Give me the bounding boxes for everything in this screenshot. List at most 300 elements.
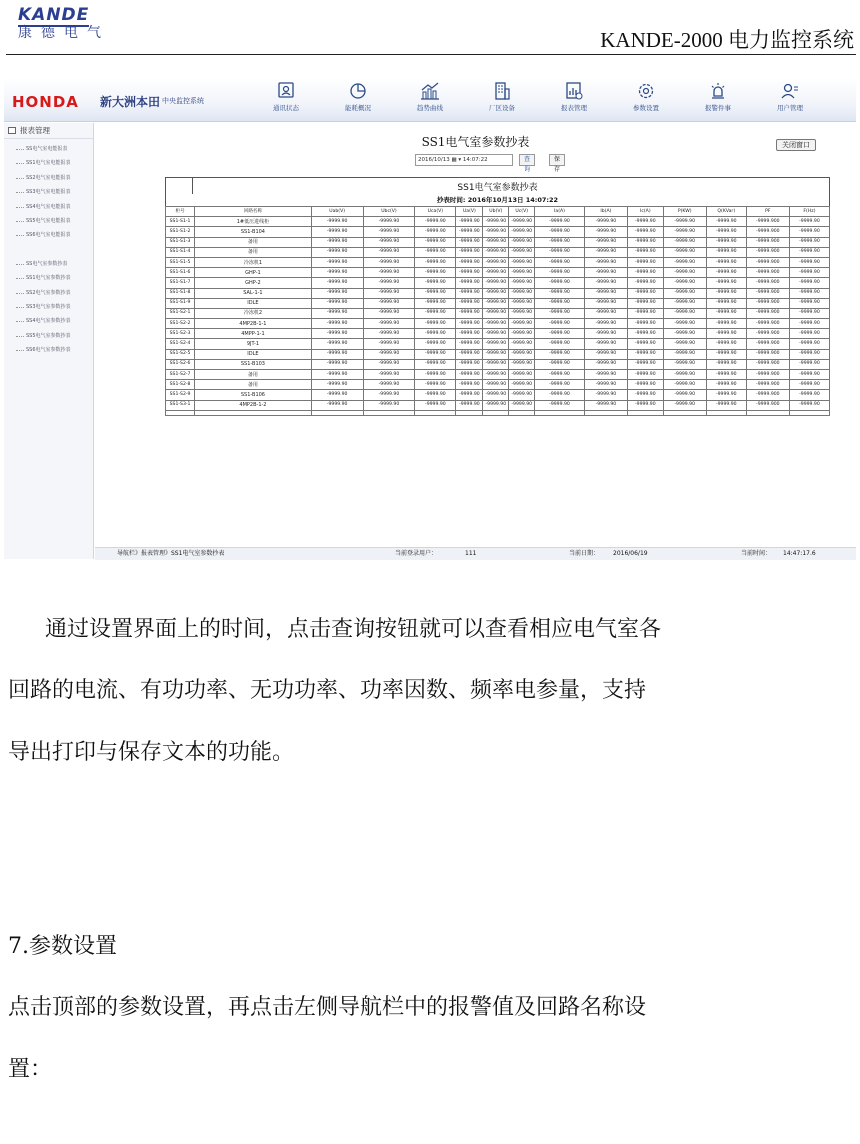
cabinet-id-cell: SS1-S1-1 xyxy=(166,217,195,227)
value-cell: -9999.90 xyxy=(363,390,415,400)
empty-cell xyxy=(789,410,829,415)
circuit-name-cell: SS1-B103 xyxy=(195,359,312,369)
value-cell: -9999.90 xyxy=(415,288,456,298)
value-cell: -9999.90 xyxy=(789,308,829,318)
value-cell: -9999.900 xyxy=(746,319,789,329)
value-cell: -9999.90 xyxy=(663,247,706,257)
cabinet-id-cell: SS1-S1-9 xyxy=(166,298,195,308)
value-cell: -9999.90 xyxy=(483,278,509,288)
value-cell: -9999.90 xyxy=(628,217,664,227)
value-cell: -9999.90 xyxy=(789,349,829,359)
cabinet-id-cell: SS1-S1-3 xyxy=(166,237,195,247)
sidebar-item[interactable]: SS4电气室参数抄表 xyxy=(12,314,93,328)
column-header: Ic(A) xyxy=(628,207,664,217)
body-paragraph-line: 通过设置界面上的时间，点击查询按钮就可以查看相应电气室各 xyxy=(45,617,662,642)
alarm-icon xyxy=(708,81,728,101)
value-cell: -9999.90 xyxy=(509,298,535,308)
section-heading: 7.参数设置 xyxy=(8,934,117,959)
value-cell: -9999.90 xyxy=(663,329,706,339)
value-cell: -9999.90 xyxy=(311,370,363,380)
sidebar-item[interactable]: SS6电气室电能报表 xyxy=(12,228,93,242)
sidebar-item[interactable]: SS电气室参数抄表 xyxy=(12,257,93,271)
value-cell: -9999.90 xyxy=(535,390,585,400)
value-cell: -9999.90 xyxy=(509,247,535,257)
table-row xyxy=(166,298,830,308)
value-cell: -9999.900 xyxy=(746,308,789,318)
value-cell: -9999.90 xyxy=(509,237,535,247)
value-cell: -9999.90 xyxy=(483,339,509,349)
value-cell: -9999.90 xyxy=(584,339,627,349)
nav-comm-status[interactable] xyxy=(256,81,316,121)
empty-cell xyxy=(415,410,456,415)
empty-cell xyxy=(311,410,363,415)
value-cell: -9999.90 xyxy=(789,390,829,400)
value-cell: -9999.90 xyxy=(584,370,627,380)
value-cell: -9999.90 xyxy=(311,257,363,267)
value-cell: -9999.90 xyxy=(415,390,456,400)
value-cell: -9999.90 xyxy=(415,370,456,380)
pie-chart-icon xyxy=(348,81,368,101)
gear-icon xyxy=(636,81,656,101)
table-row xyxy=(166,308,830,318)
value-cell: -9999.90 xyxy=(663,370,706,380)
table-row xyxy=(166,380,830,390)
value-cell: -9999.90 xyxy=(535,329,585,339)
value-cell: -9999.90 xyxy=(663,237,706,247)
circuit-name-cell: SS1-B106 xyxy=(195,390,312,400)
value-cell: -9999.90 xyxy=(509,278,535,288)
close-window-button[interactable]: 关闭窗口 xyxy=(776,139,816,151)
value-cell: -9999.90 xyxy=(363,227,415,237)
value-cell: -9999.90 xyxy=(311,217,363,227)
circuit-name-cell: 冷冻机1 xyxy=(195,257,312,267)
page-title: SS1电气室参数抄表 xyxy=(421,135,530,149)
logo-cn-text: 康德电气 xyxy=(18,25,110,41)
column-header: PF xyxy=(746,207,789,217)
value-cell: -9999.90 xyxy=(456,237,483,247)
value-cell: -9999.90 xyxy=(789,319,829,329)
value-cell: -9999.90 xyxy=(628,247,664,257)
value-cell: -9999.90 xyxy=(584,400,627,410)
value-cell: -9999.90 xyxy=(706,268,746,278)
value-cell: -9999.90 xyxy=(415,308,456,318)
value-cell: -9999.90 xyxy=(663,278,706,288)
value-cell: -9999.90 xyxy=(483,237,509,247)
value-cell: -9999.90 xyxy=(584,278,627,288)
value-cell: -9999.90 xyxy=(415,247,456,257)
body-paragraph-line: 点击顶部的参数设置，再点击左侧导航栏中的报警值及回路名称设 xyxy=(8,995,647,1020)
value-cell: -9999.900 xyxy=(746,268,789,278)
circuit-name-cell: 4MP2B-1-1 xyxy=(195,319,312,329)
sidebar-item[interactable]: SS1电气室电能报表 xyxy=(12,156,93,170)
sidebar-item[interactable]: SS6电气室参数抄表 xyxy=(12,343,93,357)
nav-plant-equipment[interactable] xyxy=(472,81,532,121)
value-cell: -9999.90 xyxy=(509,380,535,390)
value-cell: -9999.90 xyxy=(509,319,535,329)
current-user-label: 当前登录用户： xyxy=(395,550,438,557)
value-cell: -9999.90 xyxy=(456,319,483,329)
value-cell: -9999.900 xyxy=(746,257,789,267)
main-panel xyxy=(95,123,856,547)
circuit-name-cell: SAL-1-1 xyxy=(195,288,312,298)
value-cell: -9999.90 xyxy=(363,217,415,227)
value-cell: -9999.90 xyxy=(415,227,456,237)
value-cell: -9999.90 xyxy=(509,349,535,359)
value-cell: -9999.90 xyxy=(628,298,664,308)
sidebar-title: 报表管理 xyxy=(20,126,50,135)
table-row xyxy=(166,370,830,380)
value-cell: -9999.900 xyxy=(746,298,789,308)
circuit-name-cell: 冷冻机2 xyxy=(195,308,312,318)
value-cell: -9999.90 xyxy=(311,288,363,298)
circuit-name-cell: GHP-2 xyxy=(195,278,312,288)
value-cell: -9999.90 xyxy=(483,288,509,298)
brand-name: 新大洲本田 xyxy=(100,95,161,109)
column-header: P(KW) xyxy=(663,207,706,217)
column-header: Q(KVar) xyxy=(706,207,746,217)
circuit-name-cell: 4MPP-1-1 xyxy=(195,329,312,339)
sidebar-item[interactable]: SS5电气室参数抄表 xyxy=(12,329,93,343)
meter-report xyxy=(165,177,830,416)
value-cell: -9999.90 xyxy=(415,339,456,349)
value-cell: -9999.900 xyxy=(746,237,789,247)
sidebar-item[interactable]: SS4电气室电能报表 xyxy=(12,200,93,214)
value-cell: -9999.90 xyxy=(789,298,829,308)
cabinet-id-cell: SS1-S1-4 xyxy=(166,247,195,257)
value-cell: -9999.90 xyxy=(509,390,535,400)
table-row xyxy=(166,329,830,339)
value-cell: -9999.90 xyxy=(483,217,509,227)
sidebar-item[interactable]: SS5电气室电能报表 xyxy=(12,214,93,228)
empty-cell xyxy=(663,410,706,415)
cabinet-id-cell: SS1-S2-4 xyxy=(166,339,195,349)
nav-trend-curve[interactable] xyxy=(400,81,460,121)
column-header: Ia(A) xyxy=(535,207,585,217)
report-header xyxy=(165,177,830,194)
empty-cell xyxy=(483,410,509,415)
empty-cell xyxy=(456,410,483,415)
value-cell: -9999.90 xyxy=(628,278,664,288)
sidebar-item[interactable]: SS1电气室参数抄表 xyxy=(12,271,93,285)
query-button[interactable]: 查询 xyxy=(519,154,535,166)
cabinet-id-cell: SS1-S2-2 xyxy=(166,319,195,329)
nav-report-management[interactable] xyxy=(544,81,604,121)
sidebar-header[interactable] xyxy=(4,123,93,139)
value-cell: -9999.90 xyxy=(311,319,363,329)
value-cell: -9999.90 xyxy=(789,339,829,349)
nav-label: 报表管理 xyxy=(561,104,587,112)
circuit-name-cell: 备用 xyxy=(195,370,312,380)
value-cell: -9999.90 xyxy=(584,257,627,267)
value-cell: -9999.90 xyxy=(535,370,585,380)
circuit-name-cell: 备用 xyxy=(195,380,312,390)
datetime-input[interactable]: 2016/10/13 ▦ ▾ 14:07:22 xyxy=(415,154,513,166)
value-cell: -9999.90 xyxy=(628,308,664,318)
value-cell: -9999.90 xyxy=(663,400,706,410)
value-cell: -9999.90 xyxy=(415,329,456,339)
value-cell: -9999.90 xyxy=(363,329,415,339)
value-cell: -9999.90 xyxy=(456,329,483,339)
circuit-name-cell: GHP-1 xyxy=(195,268,312,278)
value-cell: -9999.900 xyxy=(746,390,789,400)
nav-user-management[interactable] xyxy=(760,81,820,121)
nav-label: 用户管理 xyxy=(777,104,803,112)
value-cell: -9999.90 xyxy=(535,227,585,237)
column-header: Ua(V) xyxy=(456,207,483,217)
value-cell: -9999.90 xyxy=(363,319,415,329)
value-cell: -9999.900 xyxy=(746,278,789,288)
column-header: Ub(V) xyxy=(483,207,509,217)
value-cell: -9999.90 xyxy=(311,237,363,247)
value-cell: -9999.90 xyxy=(584,308,627,318)
value-cell: -9999.90 xyxy=(706,247,746,257)
sidebar-tree xyxy=(4,139,93,357)
value-cell: -9999.90 xyxy=(456,247,483,257)
value-cell: -9999.90 xyxy=(415,349,456,359)
value-cell: -9999.90 xyxy=(509,329,535,339)
cabinet-id-cell: SS1-S2-1 xyxy=(166,308,195,318)
value-cell: -9999.90 xyxy=(363,257,415,267)
table-row xyxy=(166,268,830,278)
value-cell: -9999.90 xyxy=(535,217,585,227)
value-cell: -9999.90 xyxy=(483,308,509,318)
value-cell: -9999.90 xyxy=(535,268,585,278)
value-cell: -9999.90 xyxy=(628,288,664,298)
column-header: F(Hz) xyxy=(789,207,829,217)
value-cell: -9999.90 xyxy=(415,257,456,267)
value-cell: -9999.90 xyxy=(706,359,746,369)
empty-cell xyxy=(195,410,312,415)
value-cell: -9999.90 xyxy=(706,329,746,339)
table-row xyxy=(166,237,830,247)
value-cell: -9999.90 xyxy=(363,278,415,288)
value-cell: -9999.90 xyxy=(628,390,664,400)
value-cell: -9999.90 xyxy=(363,349,415,359)
value-cell: -9999.90 xyxy=(584,359,627,369)
value-cell: -9999.90 xyxy=(535,308,585,318)
value-cell: -9999.90 xyxy=(584,319,627,329)
nav-label: 趋势曲线 xyxy=(417,104,443,112)
app-top-bar xyxy=(4,78,856,122)
value-cell: -9999.90 xyxy=(311,339,363,349)
value-cell: -9999.90 xyxy=(483,400,509,410)
value-cell: -9999.90 xyxy=(584,390,627,400)
sidebar-item[interactable]: SS2电气室电能报表 xyxy=(12,171,93,185)
value-cell: -9999.90 xyxy=(509,227,535,237)
value-cell: -9999.90 xyxy=(483,370,509,380)
value-cell: -9999.90 xyxy=(509,359,535,369)
value-cell: -9999.90 xyxy=(363,288,415,298)
value-cell: -9999.90 xyxy=(509,400,535,410)
value-cell: -9999.90 xyxy=(363,268,415,278)
value-cell: -9999.90 xyxy=(706,278,746,288)
value-cell: -9999.90 xyxy=(456,390,483,400)
value-cell: -9999.90 xyxy=(628,400,664,410)
sidebar-item[interactable]: SS电气室电能报表 xyxy=(12,142,93,156)
value-cell: -9999.90 xyxy=(415,359,456,369)
value-cell: -9999.90 xyxy=(363,359,415,369)
value-cell: -9999.90 xyxy=(584,247,627,257)
trend-chart-icon xyxy=(419,81,441,101)
value-cell: -9999.90 xyxy=(311,349,363,359)
value-cell: -9999.90 xyxy=(535,349,585,359)
current-user-value: 111 xyxy=(465,550,477,557)
value-cell: -9999.90 xyxy=(483,349,509,359)
value-cell: -9999.90 xyxy=(663,380,706,390)
column-header: Uab(V) xyxy=(311,207,363,217)
value-cell: -9999.90 xyxy=(628,380,664,390)
value-cell: -9999.90 xyxy=(789,237,829,247)
cabinet-id-cell: SS1-S1-2 xyxy=(166,227,195,237)
column-header: 柜号 xyxy=(166,207,195,217)
table-row xyxy=(166,217,830,227)
current-date-value: 2016/06/19 xyxy=(613,550,648,557)
value-cell: -9999.90 xyxy=(663,390,706,400)
value-cell: -9999.90 xyxy=(789,278,829,288)
value-cell: -9999.90 xyxy=(415,217,456,227)
value-cell: -9999.90 xyxy=(663,339,706,349)
value-cell: -9999.90 xyxy=(456,298,483,308)
value-cell: -9999.90 xyxy=(483,298,509,308)
value-cell: -9999.90 xyxy=(706,339,746,349)
value-cell: -9999.90 xyxy=(663,268,706,278)
nav-label: 通讯状态 xyxy=(273,104,299,112)
column-header: Uca(V) xyxy=(415,207,456,217)
nav-parameter-settings[interactable] xyxy=(616,81,676,121)
value-cell: -9999.90 xyxy=(456,400,483,410)
value-cell: -9999.90 xyxy=(509,339,535,349)
sidebar xyxy=(4,123,94,559)
value-cell: -9999.90 xyxy=(311,400,363,410)
empty-cell xyxy=(706,410,746,415)
value-cell: -9999.90 xyxy=(628,329,664,339)
body-paragraph-line: 置： xyxy=(8,1057,53,1082)
value-cell: -9999.900 xyxy=(746,247,789,257)
empty-cell xyxy=(584,410,627,415)
value-cell: -9999.90 xyxy=(456,288,483,298)
cabinet-id-cell: SS1-S1-6 xyxy=(166,268,195,278)
value-cell: -9999.90 xyxy=(311,298,363,308)
current-date-label: 当前日期： xyxy=(569,550,600,557)
value-cell: -9999.90 xyxy=(483,247,509,257)
value-cell: -9999.90 xyxy=(706,227,746,237)
value-cell: -9999.90 xyxy=(483,227,509,237)
sidebar-item[interactable]: SS2电气室参数抄表 xyxy=(12,286,93,300)
cabinet-id-cell: SS1-S2-3 xyxy=(166,329,195,339)
nav-energy-overview[interactable] xyxy=(328,81,388,121)
circuit-name-cell: 备用 xyxy=(195,237,312,247)
kande-logo xyxy=(18,6,136,42)
value-cell: -9999.90 xyxy=(509,288,535,298)
nav-label: 能耗概况 xyxy=(345,104,371,112)
table-row xyxy=(166,247,830,257)
honda-logo: HONDA xyxy=(12,93,79,111)
circuit-name-cell: IDLE xyxy=(195,298,312,308)
sidebar-item[interactable]: SS3电气室电能报表 xyxy=(12,185,93,199)
value-cell: -9999.90 xyxy=(789,227,829,237)
empty-cell xyxy=(535,410,585,415)
value-cell: -9999.90 xyxy=(789,370,829,380)
user-icon xyxy=(780,81,800,101)
value-cell: -9999.90 xyxy=(415,278,456,288)
report-icon xyxy=(564,81,584,101)
table-row xyxy=(166,390,830,400)
save-button[interactable]: 保存 xyxy=(549,154,565,166)
value-cell: -9999.90 xyxy=(706,349,746,359)
value-cell: -9999.90 xyxy=(628,370,664,380)
folder-icon xyxy=(8,127,16,134)
value-cell: -9999.900 xyxy=(746,400,789,410)
value-cell: -9999.90 xyxy=(663,298,706,308)
value-cell: -9999.90 xyxy=(456,217,483,227)
value-cell: -9999.900 xyxy=(746,380,789,390)
value-cell: -9999.90 xyxy=(706,217,746,227)
value-cell: -9999.90 xyxy=(311,308,363,318)
value-cell: -9999.90 xyxy=(311,278,363,288)
value-cell: -9999.90 xyxy=(415,298,456,308)
system-name: 中央监控系统 xyxy=(162,97,204,105)
value-cell: -9999.90 xyxy=(628,349,664,359)
value-cell: -9999.90 xyxy=(363,339,415,349)
value-cell: -9999.90 xyxy=(415,319,456,329)
nav-label: 参数设置 xyxy=(633,104,659,112)
cabinet-id-cell: SS1-S3-1 xyxy=(166,400,195,410)
circuit-name-cell: 备用 xyxy=(195,247,312,257)
value-cell: -9999.90 xyxy=(363,247,415,257)
value-cell: -9999.90 xyxy=(628,237,664,247)
value-cell: -9999.90 xyxy=(363,237,415,247)
value-cell: -9999.90 xyxy=(535,380,585,390)
circuit-name-cell: 1#低压进线柜 xyxy=(195,217,312,227)
column-header: Uc(V) xyxy=(509,207,535,217)
column-header: Ib(A) xyxy=(584,207,627,217)
sidebar-item[interactable]: SS3电气室参数抄表 xyxy=(12,300,93,314)
circuit-name-cell: SS1-B104 xyxy=(195,227,312,237)
current-time-label: 当前时间： xyxy=(741,550,772,557)
value-cell: -9999.90 xyxy=(456,257,483,267)
value-cell: -9999.90 xyxy=(311,227,363,237)
value-cell: -9999.90 xyxy=(483,359,509,369)
value-cell: -9999.90 xyxy=(628,257,664,267)
value-cell: -9999.90 xyxy=(415,237,456,247)
value-cell: -9999.90 xyxy=(628,268,664,278)
value-cell: -9999.90 xyxy=(311,268,363,278)
body-paragraph-line: 回路的电流、有功功率、无功功率、功率因数、频率电参量，支持 xyxy=(8,678,647,703)
value-cell: -9999.90 xyxy=(584,380,627,390)
value-cell: -9999.90 xyxy=(311,390,363,400)
value-cell: -9999.90 xyxy=(663,288,706,298)
value-cell: -9999.90 xyxy=(706,288,746,298)
value-cell: -9999.90 xyxy=(535,400,585,410)
table-row xyxy=(166,319,830,329)
value-cell: -9999.90 xyxy=(456,359,483,369)
circuit-name-cell: IDLE xyxy=(195,349,312,359)
table-row xyxy=(166,349,830,359)
cabinet-id-cell: SS1-S2-8 xyxy=(166,380,195,390)
value-cell: -9999.90 xyxy=(584,227,627,237)
value-cell: -9999.90 xyxy=(509,268,535,278)
value-cell: -9999.90 xyxy=(628,339,664,349)
value-cell: -9999.90 xyxy=(483,257,509,267)
value-cell: -9999.90 xyxy=(663,308,706,318)
table-footer-row xyxy=(166,410,830,415)
value-cell: -9999.90 xyxy=(789,268,829,278)
value-cell: -9999.90 xyxy=(535,298,585,308)
report-table xyxy=(165,206,830,416)
app-screenshot xyxy=(4,78,856,560)
value-cell: -9999.90 xyxy=(789,257,829,267)
nav-alarm-events[interactable] xyxy=(688,81,748,121)
